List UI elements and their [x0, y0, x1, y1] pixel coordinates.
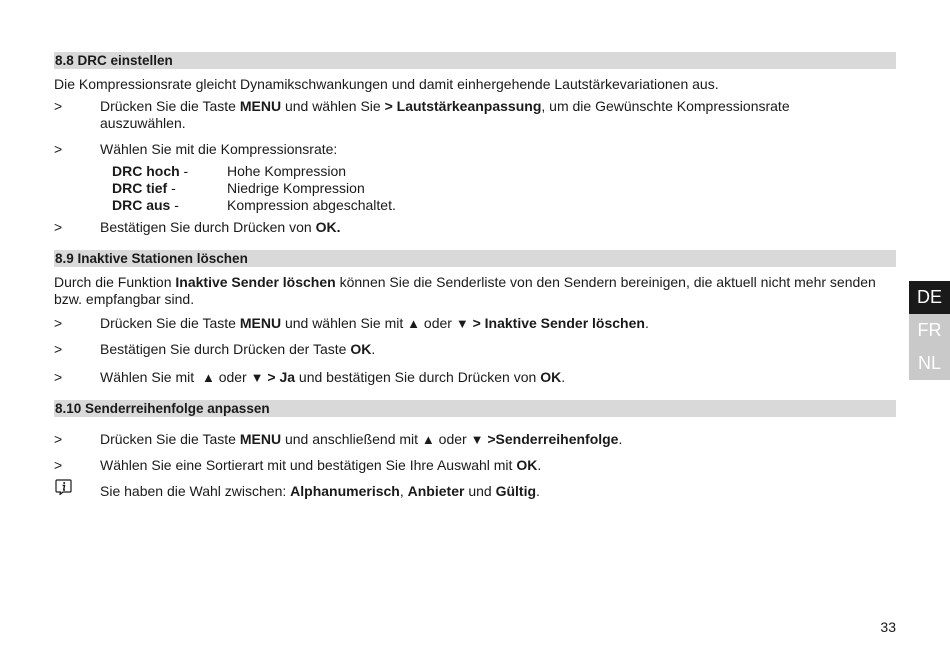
- step-text: Wählen Sie mit ▲ oder ▼ > Ja und bestätigen Sie durch Drücken von OK.: [100, 369, 566, 385]
- step-text: Drücken Sie die Taste MENU und wählen Sie > Lautstärkeanpassung, um die Gewünschte Kompressionsrate auszuwählen.: [100, 98, 790, 131]
- bullet-arrow: >: [54, 98, 63, 114]
- drc-term: DRC hoch -: [112, 163, 189, 179]
- bullet-arrow: >: [54, 315, 63, 331]
- step-text: Bestätigen Sie durch Drücken von OK.: [100, 219, 341, 235]
- drc-description: Niedrige Kompression: [227, 180, 365, 196]
- language-tab-de[interactable]: DE: [909, 281, 950, 314]
- down-arrow-icon: ▼: [470, 432, 484, 447]
- bullet-arrow: >: [54, 457, 63, 473]
- bullet-arrow: >: [54, 431, 63, 447]
- note-text: Sie haben die Wahl zwischen: Alphanumerisch, Anbieter und Gültig.: [100, 483, 540, 499]
- section-8-8-intro: Die Kompressionsrate gleicht Dynamikschwankungen und damit einhergehende Lautstärkevariationen aus.: [54, 76, 719, 92]
- step-text: Bestätigen Sie durch Drücken der Taste OK.: [100, 341, 376, 357]
- down-arrow-icon: ▼: [455, 316, 469, 331]
- language-tab-nl[interactable]: NL: [909, 347, 950, 380]
- bullet-arrow: >: [54, 341, 63, 357]
- step-text: Drücken Sie die Taste MENU und anschließend mit ▲ oder ▼ >Senderreihenfolge.: [100, 431, 623, 447]
- section-8-9-intro: Durch die Funktion Inaktive Sender löschen können Sie die Senderliste von den Sendern bereinigen, die aktuell nicht mehr senden bzw. empfangbar sind.: [54, 274, 876, 307]
- info-note-icon: [55, 479, 72, 495]
- bullet-arrow: >: [54, 141, 63, 157]
- page-number: 33: [880, 619, 896, 635]
- step-text: Drücken Sie die Taste MENU und wählen Sie mit ▲ oder ▼ > Inaktive Sender löschen.: [100, 315, 649, 331]
- up-arrow-icon: ▲: [201, 370, 215, 385]
- language-tab-fr[interactable]: FR: [909, 314, 950, 347]
- section-heading-8-8: 8.8 DRC einstellen: [54, 52, 896, 69]
- drc-description: Kompression abgeschaltet.: [227, 197, 396, 213]
- step-text: Wählen Sie mit die Kompressionsrate:: [100, 141, 338, 157]
- drc-description: Hohe Kompression: [227, 163, 347, 179]
- step-text: Wählen Sie eine Sortierart mit und bestätigen Sie Ihre Auswahl mit OK.: [100, 457, 542, 473]
- bullet-arrow: >: [54, 369, 63, 385]
- drc-term: DRC aus -: [112, 197, 179, 213]
- up-arrow-icon: ▲: [407, 316, 421, 331]
- bullet-arrow: >: [54, 219, 63, 235]
- section-heading-8-9: 8.9 Inaktive Stationen löschen: [54, 250, 896, 267]
- down-arrow-icon: ▼: [250, 370, 264, 385]
- drc-term: DRC tief -: [112, 180, 176, 196]
- section-heading-8-10: 8.10 Senderreihenfolge anpassen: [54, 400, 896, 417]
- up-arrow-icon: ▲: [421, 432, 435, 447]
